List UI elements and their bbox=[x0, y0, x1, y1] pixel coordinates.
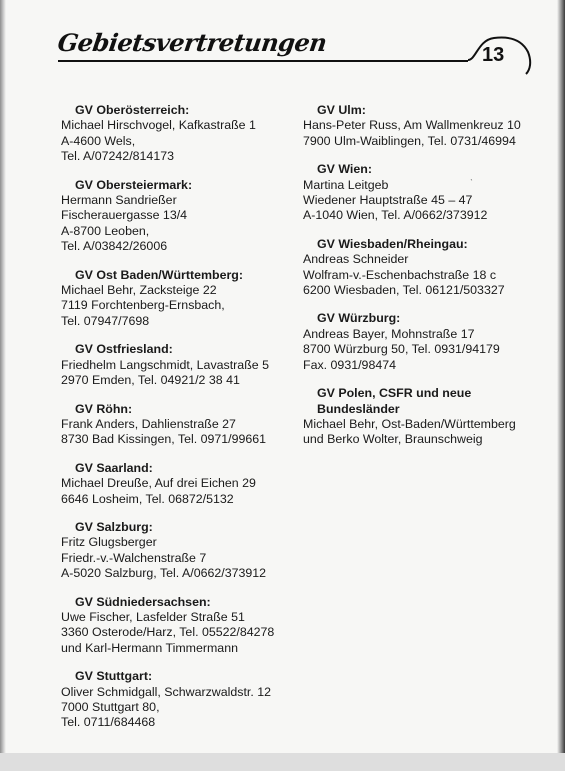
entry-address-line: Martina Leitgeb bbox=[303, 177, 389, 192]
entry-address-line: 6646 Losheim, Tel. 06872/5132 bbox=[61, 491, 234, 506]
representation-entry bbox=[61, 103, 293, 165]
entry-address-line: Wolfram-v.-Eschenbachstraße 18 c bbox=[303, 267, 497, 282]
entry-region-title: GV Röhn: bbox=[75, 401, 133, 416]
entry-address-line: Wiedener Hauptstraße 45 – 47 bbox=[303, 193, 473, 208]
representation-entry bbox=[61, 520, 293, 582]
heading-rule bbox=[58, 60, 468, 62]
entry-address-line: 7119 Forchtenberg-Ernsbach, bbox=[61, 298, 225, 313]
entry-address-line: und Berko Wolter, Braunschweig bbox=[303, 432, 483, 447]
page-edge-shadow-right bbox=[557, 0, 565, 771]
entry-address-line: Tel. 0711/684468 bbox=[61, 715, 156, 730]
entry-region-title: GV Obersteiermark: bbox=[75, 177, 193, 192]
entry-region-title: GV Südniedersachsen: bbox=[75, 594, 211, 609]
entry-address-line: Frank Anders, Dahlienstraße 27 bbox=[61, 416, 236, 431]
representation-entry bbox=[61, 461, 293, 507]
entry-address-line: A-8700 Leoben, bbox=[61, 223, 150, 238]
entry-address-line: 8730 Bad Kissingen, Tel. 0971/99661 bbox=[61, 432, 267, 447]
representation-entry bbox=[61, 178, 293, 255]
entry-address-line: Tel. A/07242/814173 bbox=[61, 149, 174, 164]
entry-address-line: Fischerauergasse 13/4 bbox=[61, 208, 188, 223]
entry-address-line: Michael Hirschvogel, Kafkastraße 1 bbox=[61, 118, 256, 133]
entry-address-line: Andreas Schneider bbox=[303, 252, 409, 267]
entry-region-title: GV Wiesbaden/Rheingau: bbox=[317, 236, 468, 251]
entry-address-line: Hermann Sandrießer bbox=[61, 193, 177, 208]
page-number: 13 bbox=[482, 44, 505, 66]
entry-address-line: 3360 Osterode/Harz, Tel. 05522/84278 bbox=[61, 625, 275, 640]
entry-address-line: Fritz Glugsberger bbox=[61, 535, 157, 550]
entry-region-title: GV Polen, CSFR und neue bbox=[317, 386, 472, 401]
entry-address-line: 2970 Emden, Tel. 04921/2 38 41 bbox=[61, 373, 240, 388]
representation-entry bbox=[303, 311, 543, 373]
entry-address-line: Tel. A/03842/26006 bbox=[61, 239, 168, 254]
entry-region-title: GV Ulm: bbox=[317, 103, 366, 117]
entry-region-title-continued: Bundesländer bbox=[317, 401, 400, 416]
entry-address-line: 6200 Wiesbaden, Tel. 06121/503327 bbox=[303, 283, 505, 298]
representation-entry bbox=[303, 237, 543, 299]
entry-address-line: Fax. 0931/98474 bbox=[303, 357, 397, 372]
page-edge-shadow-left bbox=[0, 0, 6, 771]
entry-region-title: GV Ostfriesland: bbox=[75, 342, 173, 357]
entry-region-title: GV Saarland: bbox=[75, 460, 153, 475]
entry-address-line: A-4600 Wels, bbox=[61, 133, 136, 148]
entry-address-line: A-1040 Wien, Tel. A/0662/373912 bbox=[303, 208, 488, 223]
representation-entry bbox=[61, 342, 293, 388]
entry-address-line: Andreas Bayer, Mohnstraße 17 bbox=[303, 326, 475, 341]
representation-entry bbox=[61, 669, 293, 731]
entry-address-line: Hans-Peter Russ, Am Wallmenkreuz 10 bbox=[303, 118, 521, 133]
entry-address-line: 7900 Ulm-Waiblingen, Tel. 0731/46994 bbox=[303, 133, 516, 148]
entry-address-line: A-5020 Salzburg, Tel. A/0662/373912 bbox=[61, 566, 267, 581]
entry-address-line: und Karl-Hermann Timmermann bbox=[61, 640, 238, 655]
representation-entry bbox=[61, 595, 293, 657]
page-heading: Gebietsvertretungen bbox=[55, 28, 329, 57]
entry-region-title: GV Oberösterreich: bbox=[75, 103, 190, 117]
representation-entry bbox=[61, 268, 293, 330]
entry-address-line: Uwe Fischer, Lasfelder Straße 51 bbox=[61, 609, 245, 624]
representation-entry bbox=[303, 162, 543, 224]
entry-address-line: Michael Dreuße, Auf drei Eichen 29 bbox=[61, 476, 256, 491]
entry-region-title: GV Ost Baden/Württemberg: bbox=[75, 267, 243, 282]
entry-region-title: GV Salzburg: bbox=[75, 519, 153, 534]
left-column bbox=[61, 103, 293, 744]
entry-region-title: GV Stuttgart: bbox=[75, 669, 153, 684]
entry-region-title: GV Wien: bbox=[317, 162, 372, 177]
scan-bottom-band bbox=[0, 753, 565, 771]
entry-address-line: Oliver Schmidgall, Schwarzwaldstr. 12 bbox=[61, 684, 272, 699]
entry-address-line: Tel. 07947/7698 bbox=[61, 313, 150, 328]
right-column bbox=[303, 103, 543, 461]
entry-address-line: Friedr.-v.-Walchenstraße 7 bbox=[61, 550, 207, 565]
representation-entry bbox=[303, 103, 543, 149]
representation-entry bbox=[61, 402, 293, 448]
entry-address-line: 7000 Stuttgart 80, bbox=[61, 700, 160, 714]
entry-region-title: GV Würzburg: bbox=[317, 311, 401, 326]
entry-address-line: Friedhelm Langschmidt, Lavastraße 5 bbox=[61, 357, 269, 372]
entry-address-line: Michael Behr, Ost-Baden/Württemberg bbox=[303, 416, 516, 431]
entry-address-line: 8700 Würzburg 50, Tel. 0931/94179 bbox=[303, 342, 500, 357]
entry-address-line: Michael Behr, Zacksteige 22 bbox=[61, 283, 217, 298]
representation-entry bbox=[303, 386, 543, 448]
stray-mark: ˋ bbox=[470, 178, 473, 188]
